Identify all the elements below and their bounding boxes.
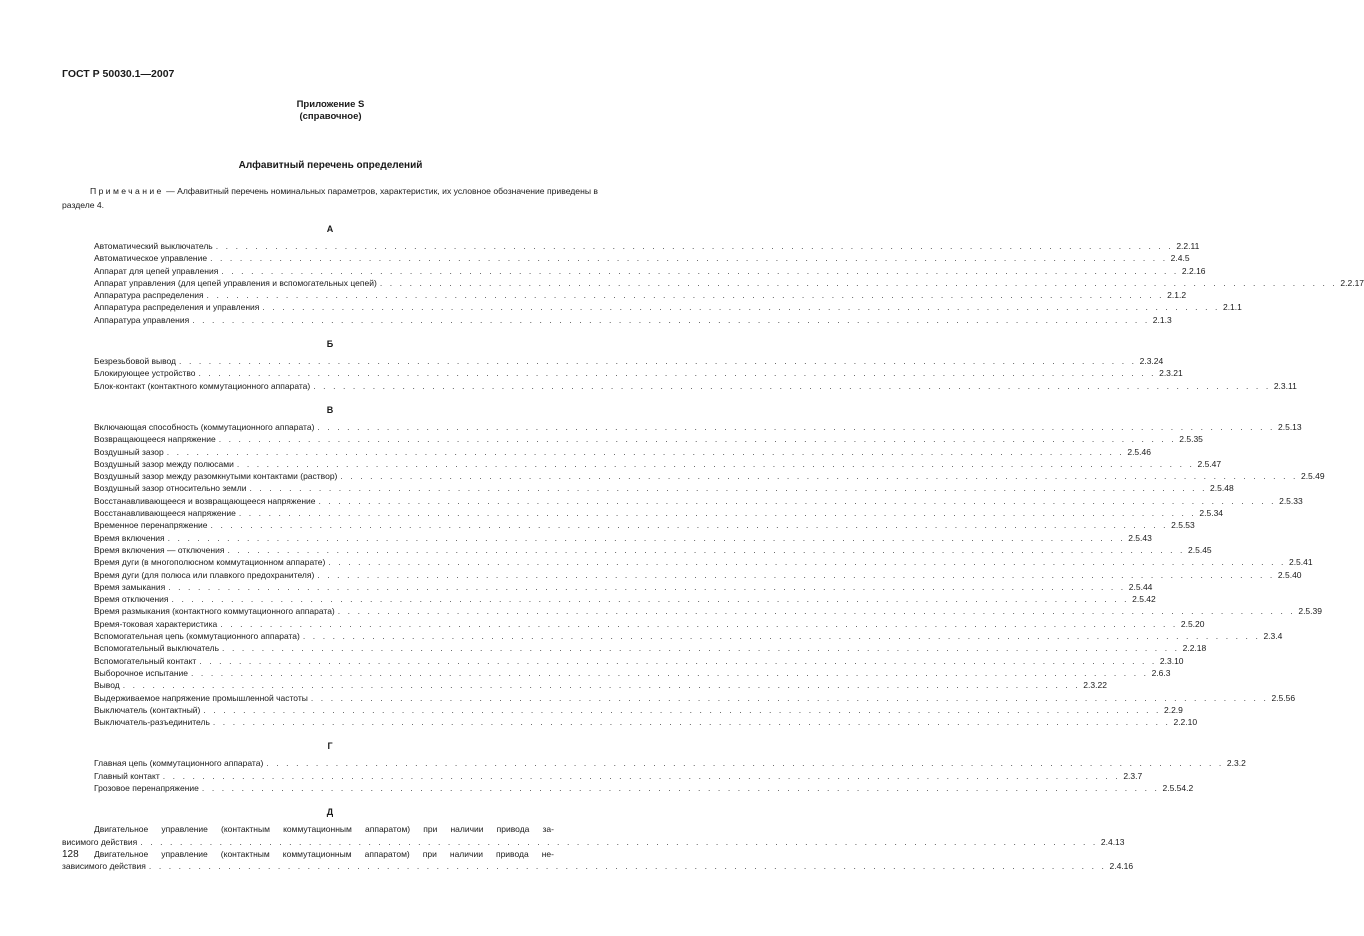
entry-ref: 2.5.49 xyxy=(1300,471,1325,482)
entry-ref: 2.1.3 xyxy=(1152,314,1172,325)
appendix-subtitle: (справочное) xyxy=(299,111,362,122)
index-entry xyxy=(62,782,1194,794)
index-section xyxy=(62,336,1297,392)
entry-ref: 2.4.16 xyxy=(1109,861,1134,872)
entry-ref: 2.2.16 xyxy=(1181,265,1206,276)
entry-ref: 2.5.41 xyxy=(1288,557,1313,568)
entry-term: Аппаратура распределения и управления xyxy=(94,302,260,313)
entry-ref: 2.5.13 xyxy=(1278,421,1302,432)
entry-term: Возвращающееся напряжение xyxy=(94,434,216,445)
section-letter: Г xyxy=(327,741,333,752)
dot-leader: . . . . . . . . . . . . . . . . . . . . . . . . . . . . . . . . . . . . . . . . . . . . . . . . . . . . . . . . . . . . . . . . . . . . . . . . . . . . . . . . . . . . . . . . . . . . . . . . . xyxy=(313,380,1271,391)
dot-leader: . . . . . . . . . . . . . . . . . . . . . . . . . . . . . . . . . . . . . . . . . . . . . . . . . . . . . . . . . . . . . . . . . . . . . . . . . . . . . . . . . . . . . . . . . . . . . . . . . xyxy=(238,508,1197,519)
entry-term-line1: Двигательное управление (контактным коммутационным аппаратом) при наличии привода за- xyxy=(94,824,554,835)
entry-term: Блокирующее устройство xyxy=(94,368,196,379)
index-entry xyxy=(62,823,1125,848)
entry-ref: 2.3.4 xyxy=(1263,631,1283,642)
entry-ref: 2.6.3 xyxy=(1151,667,1171,678)
entry-term: Время включения — отключения xyxy=(94,544,225,555)
index-entry xyxy=(62,679,1107,691)
entry-ref: 2.5.47 xyxy=(1197,458,1222,469)
dot-leader: . . . . . . . . . . . . . . . . . . . . . . . . . . . . . . . . . . . . . . . . . . . . . . . . . . . . . . . . . . . . . . . . . . . . . . . . . . . . . . . . . . . . . . . . . . . . . . . . . xyxy=(328,557,1286,568)
dot-leader: . . . . . . . . . . . . . . . . . . . . . . . . . . . . . . . . . . . . . . . . . . . . . . . . . . . . . . . . . . . . . . . . . . . . . . . . . . . . . . . . . . . . . . . . . . . . . . . . . xyxy=(302,631,1261,642)
entry-ref: 2.2.17 xyxy=(1340,277,1364,288)
entry-term: Время размыкания (контактного коммутационного аппарата) xyxy=(94,606,335,617)
index-entry xyxy=(62,314,1172,326)
entry-ref: 2.5.39 xyxy=(1298,606,1322,617)
entry-term: Грозовое перенапряжение xyxy=(94,782,199,793)
entry-term: Вспомогательная цепь (коммутационного аппарата) xyxy=(94,631,300,642)
index-entry xyxy=(62,716,1198,728)
index-entry xyxy=(62,482,1234,494)
dot-leader: . . . . . . . . . . . . . . . . . . . . . . . . . . . . . . . . . . . . . . . . . . . . . . . . . . . . . . . . . . . . . . . . . . . . . . . . . . . . . . . . . . . . . . . . . . . . . . . . . xyxy=(168,581,1126,592)
dot-leader: . . . . . . . . . . . . . . . . . . . . . . . . . . . . . . . . . . . . . . . . . . . . . . . . . . . . . . . . . . . . . . . . . . . . . . . . . . . . . . . . . . . . . . . . . . . . . . . . . xyxy=(262,302,1220,313)
entry-ref: 2.2.18 xyxy=(1182,643,1207,654)
entry-term: Временное перенапряжение xyxy=(94,520,208,531)
entry-term: Воздушный зазор относительно земли xyxy=(94,483,247,494)
index-entry xyxy=(62,757,1246,769)
index-entry xyxy=(62,848,1134,873)
entry-term: Выключатель (контактный) xyxy=(94,704,201,715)
index-entry xyxy=(62,593,1156,605)
entry-ref: 2.5.53 xyxy=(1171,520,1195,531)
index-section xyxy=(62,804,1134,872)
index-entry xyxy=(62,421,1302,433)
note-paragraph xyxy=(62,184,598,212)
section-entries xyxy=(62,823,1134,872)
index-entry xyxy=(62,605,1322,617)
index-entry xyxy=(62,519,1195,531)
index-entry xyxy=(62,458,1222,470)
entry-term: висимого действия xyxy=(62,836,138,847)
entry-ref: 2.2.11 xyxy=(1176,241,1200,251)
dot-leader: . . . . . . . . . . . . . . . . . . . . . . . . . . . . . . . . . . . . . . . . . . . . . . . . . . . . . . . . . . . . . . . . . . . . . . . . . . . . . . . . . . . . . . . . . . . . . . . . . xyxy=(166,446,1125,457)
entry-ref: 2.3.10 xyxy=(1159,655,1184,666)
entry-ref: 2.3.7 xyxy=(1123,770,1143,781)
entry-term: Аппарат для цепей управления xyxy=(94,265,219,276)
index-entry xyxy=(62,289,1187,301)
entry-term: Время замыкания xyxy=(94,581,166,592)
index-entry xyxy=(62,252,1190,264)
index-entry xyxy=(62,367,1183,379)
index-entry xyxy=(62,433,1203,445)
entry-term: Вспомогательный выключатель xyxy=(94,643,220,654)
index-section xyxy=(62,221,1364,326)
dot-leader: . . . . . . . . . . . . . . . . . . . . . . . . . . . . . . . . . . . . . . . . . . . . . . . . . . . . . . . . . . . . . . . . . . . . . . . . . . . . . . . . . . . . . . . . . . . . . . . . . xyxy=(203,704,1161,715)
dot-leader: . . . . . . . . . . . . . . . . . . . . . . . . . . . . . . . . . . . . . . . . . . . . . . . . . . . . . . . . . . . . . . . . . . . . . . . . . . . . . . . . . . . . . . . . . . . . . . . . . xyxy=(167,532,1126,543)
section-entries xyxy=(62,421,1325,728)
entry-term: Время отключения xyxy=(94,594,169,605)
page-number: 128 xyxy=(62,849,79,860)
dot-leader: . . . . . . . . . . . . . . . . . . . . . . . . . . . . . . . . . . . . . . . . . . . . . . . . . . . . . . . . . . . . . . . . . . . . . . . . . . . . . . . . . . . . . . . . . . . . . . . . . xyxy=(198,368,1157,379)
dot-leader: . . . . . . . . . . . . . . . . . . . . . . . . . . . . . . . . . . . . . . . . . . . . . . . . . . . . . . . . . . . . . . . . . . . . . . . . . . . . . . . . . . . . . . . . . . . . . . . . . xyxy=(218,434,1177,445)
entry-ref: 2.2.9 xyxy=(1163,704,1183,715)
entry-ref: 2.3.21 xyxy=(1159,368,1183,379)
entry-term: зависимого действия xyxy=(62,861,146,872)
section-entries xyxy=(62,355,1297,392)
entry-term: Время-токовая характеристика xyxy=(94,618,218,629)
index-entry xyxy=(62,495,1303,507)
index-entry xyxy=(62,770,1143,782)
dot-leader: . . . . . . . . . . . . . . . . . . . . . . . . . . . . . . . . . . . . . . . . . . . . . . . . . . . . . . . . . . . . . . . . . . . . . . . . . . . . . . . . . . . . . . . . . . . . . . . . . xyxy=(201,782,1160,793)
entry-term: Восстанавливающееся и возвращающееся напряжение xyxy=(94,495,316,506)
entry-ref: 2.5.20 xyxy=(1180,618,1205,629)
entry-term: Вывод xyxy=(94,680,120,691)
index-entry xyxy=(62,507,1224,519)
dot-leader: . . . . . . . . . . . . . . . . . . . . . . . . . . . . . . . . . . . . . . . . . . . . . . . . . . . . . . . . . . . . . . . . . . . . . . . . . . . . . . . . . . . . . . . . . . . . . . . . . xyxy=(191,667,1149,678)
dot-leader: . . . . . . . . . . . . . . . . . . . . . . . . . . . . . . . . . . . . . . . . . . . . . . . . . . . . . . . . . . . . . . . . . . . . . . . . . . . . . . . . . . . . . . . . . . . . . . . . . xyxy=(249,483,1208,494)
dot-leader: . . . . . . . . . . . . . . . . . . . . . . . . . . . . . . . . . . . . . . . . . . . . . . . . . . . . . . . . . . . . . . . . . . . . . . . . . . . . . . . . . . . . . . . . . . . . . . . . . xyxy=(122,680,1081,691)
index-entry xyxy=(62,301,1242,313)
entry-term: Восстанавливающееся напряжение xyxy=(94,508,236,519)
index-section xyxy=(62,402,1325,728)
entry-ref: 2.5.44 xyxy=(1128,581,1153,592)
index-entry xyxy=(62,704,1183,716)
dot-leader: . . . . . . . . . . . . . . . . . . . . . . . . . . . . . . . . . . . . . . . . . . . . . . . . . . . . . . . . . . . . . . . . . . . . . . . . . . . . . . . . . . . . . . . . . . . . . . . . . xyxy=(148,861,1107,872)
appendix-title: Приложение S xyxy=(296,99,365,110)
index-entry xyxy=(62,692,1296,704)
entry-term: Воздушный зазор xyxy=(94,446,164,457)
entry-ref: 2.3.22 xyxy=(1083,680,1107,691)
dot-leader: . . . . . . . . . . . . . . . . . . . . . . . . . . . . . . . . . . . . . . . . . . . . . . . . . . . . . . . . . . . . . . . . . . . . . . . . . . . . . . . . . . . . . . . . . . . . . . . . . xyxy=(317,569,1275,580)
dot-leader: . . . . . . . . . . . . . . . . . . . . . . . . . . . . . . . . . . . . . . . . . . . . . . . . . . . . . . . . . . . . . . . . . . . . . . . . . . . . . . . . . . . . . . . . . . . . . . . . . xyxy=(222,643,1180,654)
entry-ref: 2.1.2 xyxy=(1167,290,1187,301)
index-entry xyxy=(62,569,1302,581)
dot-leader: . . . . . . . . . . . . . . . . . . . . . . . . . . . . . . . . . . . . . . . . . . . . . . . . . . . . . . . . . . . . . . . . . . . . . . . . . . . . . . . . . . . . . . . . . . . . . . . . . xyxy=(317,421,1275,432)
index-entry xyxy=(62,655,1184,667)
section-entries xyxy=(62,240,1364,326)
document-header: ГОСТ Р 50030.1—2007 xyxy=(62,68,175,80)
section-letter: Б xyxy=(326,339,334,350)
dot-leader: . . . . . . . . . . . . . . . . . . . . . . . . . . . . . . . . . . . . . . . . . . . . . . . . . . . . . . . . . . . . . . . . . . . . . . . . . . . . . . . . . . . . . . . . . . . . . . . . . xyxy=(215,241,1174,251)
index-entry xyxy=(62,618,1205,630)
dot-leader: . . . . . . . . . . . . . . . . . . . . . . . . . . . . . . . . . . . . . . . . . . . . . . . . . . . . . . . . . . . . . . . . . . . . . . . . . . . . . . . . . . . . . . . . . . . . . . . . . xyxy=(140,836,1098,847)
index-section xyxy=(62,738,1246,794)
entry-term: Воздушный зазор между полюсами xyxy=(94,458,234,469)
dot-leader: . . . . . . . . . . . . . . . . . . . . . . . . . . . . . . . . . . . . . . . . . . . . . . . . . . . . . . . . . . . . . . . . . . . . . . . . . . . . . . . . . . . . . . . . . . . . . . . . . xyxy=(192,314,1150,325)
index-entry xyxy=(62,544,1212,556)
dot-leader: . . . . . . . . . . . . . . . . . . . . . . . . . . . . . . . . . . . . . . . . . . . . . . . . . . . . . . . . . . . . . . . . . . . . . . . . . . . . . . . . . . . . . . . . . . . . . . . . . xyxy=(212,717,1171,728)
entry-ref: 2.5.33 xyxy=(1279,495,1303,506)
dot-leader: . . . . . . . . . . . . . . . . . . . . . . . . . . . . . . . . . . . . . . . . . . . . . . . . . . . . . . . . . . . . . . . . . . . . . . . . . . . . . . . . . . . . . . . . . . . . . . . . . xyxy=(210,520,1169,531)
page-title: Алфавитный перечень определений xyxy=(238,160,423,171)
entry-ref: 2.3.2 xyxy=(1226,758,1246,769)
entry-ref: 2.5.35 xyxy=(1179,434,1203,445)
entry-ref: 2.5.56 xyxy=(1271,692,1296,703)
dot-leader: . . . . . . . . . . . . . . . . . . . . . . . . . . . . . . . . . . . . . . . . . . . . . . . . . . . . . . . . . . . . . . . . . . . . . . . . . . . . . . . . . . . . . . . . . . . . . . . . . xyxy=(220,618,1178,629)
entry-term: Аппарат управления (для цепей управления и вспомогательных цепей) xyxy=(94,277,377,288)
entry-ref: 2.5.34 xyxy=(1199,508,1224,519)
section-letter: В xyxy=(326,404,334,415)
section-letter: А xyxy=(326,224,334,234)
dot-leader: . . . . . . . . . . . . . . . . . . . . . . . . . . . . . . . . . . . . . . . . . . . . . . . . . . . . . . . . . . . . . . . . . . . . . . . . . . . . . . . . . . . . . . . . . . . . . . . . . xyxy=(379,277,1338,288)
index-entry xyxy=(62,277,1364,289)
dot-leader: . . . . . . . . . . . . . . . . . . . . . . . . . . . . . . . . . . . . . . . . . . . . . . . . . . . . . . . . . . . . . . . . . . . . . . . . . . . . . . . . . . . . . . . . . . . . . . . . . xyxy=(236,458,1195,469)
dot-leader: . . . . . . . . . . . . . . . . . . . . . . . . . . . . . . . . . . . . . . . . . . . . . . . . . . . . . . . . . . . . . . . . . . . . . . . . . . . . . . . . . . . . . . . . . . . . . . . . . xyxy=(318,495,1277,506)
index-entry xyxy=(62,581,1153,593)
dot-leader: . . . . . . . . . . . . . . . . . . . . . . . . . . . . . . . . . . . . . . . . . . . . . . . . . . . . . . . . . . . . . . . . . . . . . . . . . . . . . . . . . . . . . . . . . . . . . . . . . xyxy=(199,655,1157,666)
index-entry xyxy=(62,532,1152,544)
entry-term: Время включения xyxy=(94,532,165,543)
index-entry xyxy=(62,380,1297,392)
entry-term-line2 xyxy=(62,836,1125,848)
index-entry xyxy=(62,240,1200,252)
dot-leader: . . . . . . . . . . . . . . . . . . . . . . . . . . . . . . . . . . . . . . . . . . . . . . . . . . . . . . . . . . . . . . . . . . . . . . . . . . . . . . . . . . . . . . . . . . . . . . . . . xyxy=(210,253,1168,264)
entry-term: Включающая способность (коммутационного аппарата) xyxy=(94,421,315,432)
entry-ref: 2.4.13 xyxy=(1100,836,1125,847)
entry-term: Безрезьбовой вывод xyxy=(94,356,177,367)
entry-term: Выдерживаемое напряжение промышленной частоты xyxy=(94,692,308,703)
index-entry xyxy=(62,642,1207,654)
entry-term-line1: Двигательное управление (контактным коммутационным аппаратом) при наличии привода не- xyxy=(94,848,554,859)
entry-ref: 2.2.10 xyxy=(1173,717,1198,728)
index-entry xyxy=(62,265,1206,277)
entry-term: Автоматический выключатель xyxy=(94,241,213,251)
dot-leader: . . . . . . . . . . . . . . . . . . . . . . . . . . . . . . . . . . . . . . . . . . . . . . . . . . . . . . . . . . . . . . . . . . . . . . . . . . . . . . . . . . . . . . . . . . . . . . . . . xyxy=(179,356,1137,367)
note-label: Примечание xyxy=(90,186,164,196)
section-entries xyxy=(62,757,1246,794)
dot-leader: . . . . . . . . . . . . . . . . . . . . . . . . . . . . . . . . . . . . . . . . . . . . . . . . . . . . . . . . . . . . . . . . . . . . . . . . . . . . . . . . . . . . . . . . . . . . . . . . . xyxy=(340,471,1298,482)
entry-ref: 2.3.11 xyxy=(1273,380,1297,391)
entry-term: Выборочное испытание xyxy=(94,667,188,678)
index-list xyxy=(62,221,1364,882)
index-entry xyxy=(62,556,1313,568)
dot-leader: . . . . . . . . . . . . . . . . . . . . . . . . . . . . . . . . . . . . . . . . . . . . . . . . . . . . . . . . . . . . . . . . . . . . . . . . . . . . . . . . . . . . . . . . . . . . . . . . . xyxy=(227,544,1186,555)
entry-ref: 2.1.1 xyxy=(1222,302,1242,313)
entry-term: Аппаратура распределения xyxy=(94,290,204,301)
index-entry xyxy=(62,446,1151,458)
dot-leader: . . . . . . . . . . . . . . . . . . . . . . . . . . . . . . . . . . . . . . . . . . . . . . . . . . . . . . . . . . . . . . . . . . . . . . . . . . . . . . . . . . . . . . . . . . . . . . . . . xyxy=(171,594,1130,605)
entry-term: Вспомогательный контакт xyxy=(94,655,197,666)
entry-term: Воздушный зазор между разомкнутыми контактами (раствор) xyxy=(94,471,338,482)
section-letter: Д xyxy=(326,807,334,818)
entry-ref: 2.4.5 xyxy=(1170,253,1190,264)
entry-term: Главный контакт xyxy=(94,770,160,781)
note-text: — Алфавитный перечень номинальных параметров, характеристик, их условное обозначение приведены в разделе 4. xyxy=(62,186,598,210)
index-entry xyxy=(62,667,1171,679)
entry-term: Выключатель-разъединитель xyxy=(94,717,210,728)
entry-term: Время дуги (для полюса или плавкого предохранителя) xyxy=(94,569,315,580)
entry-ref: 2.5.48 xyxy=(1210,483,1234,494)
entry-term: Автоматическое управление xyxy=(94,253,208,264)
index-entry xyxy=(62,355,1164,367)
entry-term: Аппаратура управления xyxy=(94,314,190,325)
entry-ref: 2.5.45 xyxy=(1188,544,1212,555)
entry-term: Блок-контакт (контактного коммутационного аппарата) xyxy=(94,380,311,391)
dot-leader: . . . . . . . . . . . . . . . . . . . . . . . . . . . . . . . . . . . . . . . . . . . . . . . . . . . . . . . . . . . . . . . . . . . . . . . . . . . . . . . . . . . . . . . . . . . . . . . . . xyxy=(310,692,1269,703)
entry-ref: 2.5.40 xyxy=(1277,569,1302,580)
entry-ref: 2.5.46 xyxy=(1127,446,1151,457)
entry-term: Главная цепь (коммутационного аппарата) xyxy=(94,758,264,769)
entry-ref: 2.5.54.2 xyxy=(1162,782,1194,793)
entry-term-line2 xyxy=(62,860,1134,872)
entry-term: Время дуги (в многополюсном коммутационном аппарате) xyxy=(94,557,326,568)
index-entry xyxy=(62,470,1325,482)
dot-leader: . . . . . . . . . . . . . . . . . . . . . . . . . . . . . . . . . . . . . . . . . . . . . . . . . . . . . . . . . . . . . . . . . . . . . . . . . . . . . . . . . . . . . . . . . . . . . . . . . xyxy=(162,770,1121,781)
index-entry xyxy=(62,630,1283,642)
dot-leader: . . . . . . . . . . . . . . . . . . . . . . . . . . . . . . . . . . . . . . . . . . . . . . . . . . . . . . . . . . . . . . . . . . . . . . . . . . . . . . . . . . . . . . . . . . . . . . . . . xyxy=(266,758,1224,769)
dot-leader: . . . . . . . . . . . . . . . . . . . . . . . . . . . . . . . . . . . . . . . . . . . . . . . . . . . . . . . . . . . . . . . . . . . . . . . . . . . . . . . . . . . . . . . . . . . . . . . . . xyxy=(337,606,1296,617)
dot-leader: . . . . . . . . . . . . . . . . . . . . . . . . . . . . . . . . . . . . . . . . . . . . . . . . . . . . . . . . . . . . . . . . . . . . . . . . . . . . . . . . . . . . . . . . . . . . . . . . . xyxy=(206,290,1165,301)
dot-leader: . . . . . . . . . . . . . . . . . . . . . . . . . . . . . . . . . . . . . . . . . . . . . . . . . . . . . . . . . . . . . . . . . . . . . . . . . . . . . . . . . . . . . . . . . . . . . . . . . xyxy=(221,265,1179,276)
entry-ref: 2.5.42 xyxy=(1132,594,1156,605)
entry-ref: 2.5.43 xyxy=(1128,532,1152,543)
entry-ref: 2.3.24 xyxy=(1139,356,1164,367)
